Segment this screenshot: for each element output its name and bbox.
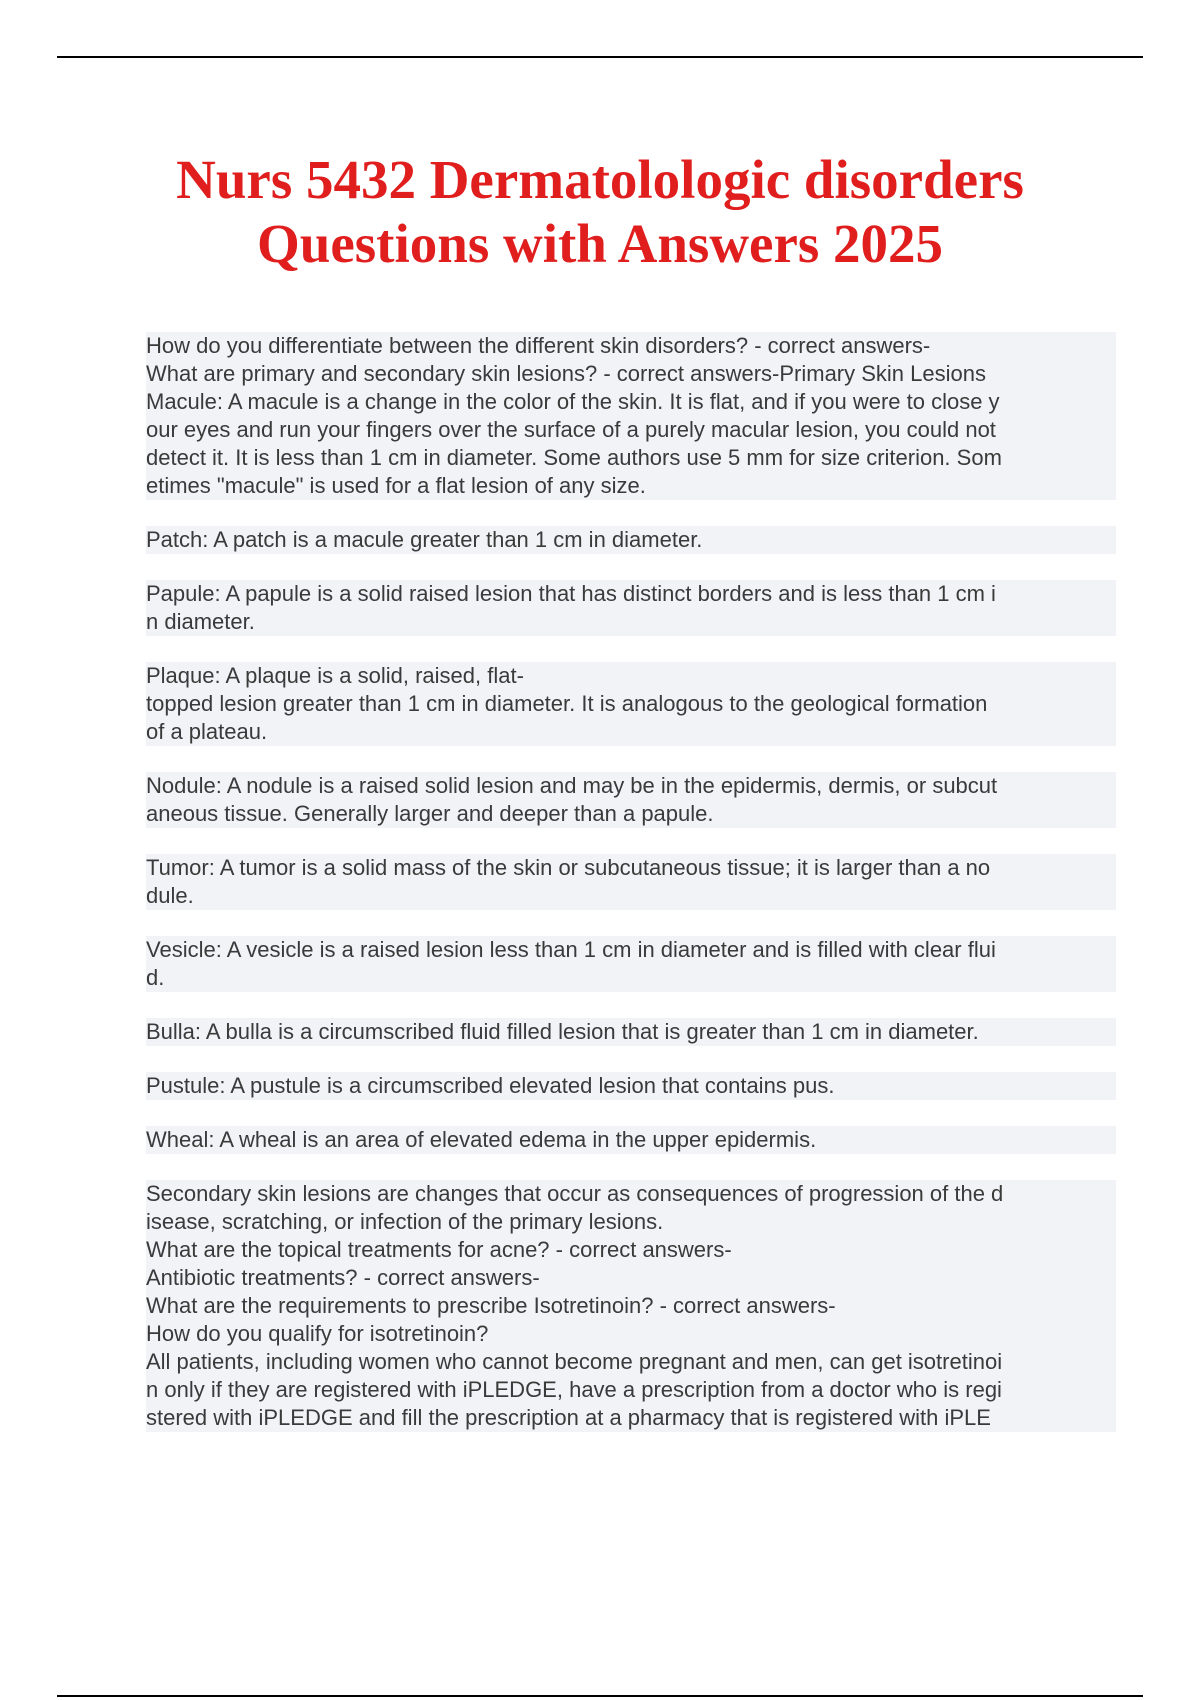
text-line: Antibiotic treatments? - correct answers- [146,1264,1116,1292]
text-line: What are the topical treatments for acne? - correct answers- [146,1236,1116,1264]
paragraph [146,1180,1086,1432]
text-line: What are primary and secondary skin lesions? - correct answers-Primary Skin Lesions [146,360,1116,388]
text-line: Pustule: A pustule is a circumscribed elevated lesion that contains pus. [146,1072,1116,1100]
text-line: aneous tissue. Generally larger and deeper than a papule. [146,800,1116,828]
text-line: stered with iPLEDGE and fill the prescription at a pharmacy that is registered with iPLE [146,1404,1116,1432]
document-title [60,148,1140,276]
paragraph [146,526,1086,554]
bottom-rule [57,1695,1143,1697]
text-line: Bulla: A bulla is a circumscribed fluid filled lesion that is greater than 1 cm in diameter. [146,1018,1116,1046]
text-line: All patients, including women who cannot become pregnant and men, can get isotretinoi [146,1348,1116,1376]
text-line: Patch: A patch is a macule greater than 1 cm in diameter. [146,526,1116,554]
text-line: dule. [146,882,1116,910]
text-line: n diameter. [146,608,1116,636]
title-line-2: Questions with Answers 2025 [256,213,944,274]
document-body [146,332,1086,1458]
text-line: Nodule: A nodule is a raised solid lesion and may be in the epidermis, dermis, or subcut [146,772,1116,800]
text-line: Vesicle: A vesicle is a raised lesion less than 1 cm in diameter and is filled with clear flui [146,936,1116,964]
text-line: Plaque: A plaque is a solid, raised, flat- [146,662,1116,690]
top-rule [57,56,1143,58]
text-line: Tumor: A tumor is a solid mass of the skin or subcutaneous tissue; it is larger than a no [146,854,1116,882]
text-line: etimes "macule" is used for a flat lesion of any size. [146,472,1116,500]
paragraph [146,1126,1086,1154]
text-line: What are the requirements to prescribe Isotretinoin? - correct answers- [146,1292,1116,1320]
text-line: How do you differentiate between the different skin disorders? - correct answers- [146,332,1116,360]
text-line: How do you qualify for isotretinoin? [146,1320,1116,1348]
text-line: Secondary skin lesions are changes that occur as consequences of progression of the d [146,1180,1116,1208]
text-line: topped lesion greater than 1 cm in diameter. It is analogous to the geological formation [146,690,1116,718]
text-line: our eyes and run your fingers over the surface of a purely macular lesion, you could not [146,416,1116,444]
paragraph [146,332,1086,500]
paragraph [146,936,1086,992]
text-line: Wheal: A wheal is an area of elevated edema in the upper epidermis. [146,1126,1116,1154]
paragraph [146,772,1086,828]
paragraph [146,1018,1086,1046]
paragraph [146,1072,1086,1100]
text-line: d. [146,964,1116,992]
paragraph [146,580,1086,636]
text-line: isease, scratching, or infection of the primary lesions. [146,1208,1116,1236]
text-line: Papule: A papule is a solid raised lesion that has distinct borders and is less than 1 cm i [146,580,1116,608]
text-line: detect it. It is less than 1 cm in diameter. Some authors use 5 mm for size criterion. Som [146,444,1116,472]
text-line: of a plateau. [146,718,1116,746]
text-line: n only if they are registered with iPLEDGE, have a prescription from a doctor who is regi [146,1376,1116,1404]
paragraph [146,854,1086,910]
text-line: Macule: A macule is a change in the color of the skin. It is flat, and if you were to close y [146,388,1116,416]
title-line-1: Nurs 5432 Dermatolologic disorders [176,149,1024,210]
paragraph [146,662,1086,746]
